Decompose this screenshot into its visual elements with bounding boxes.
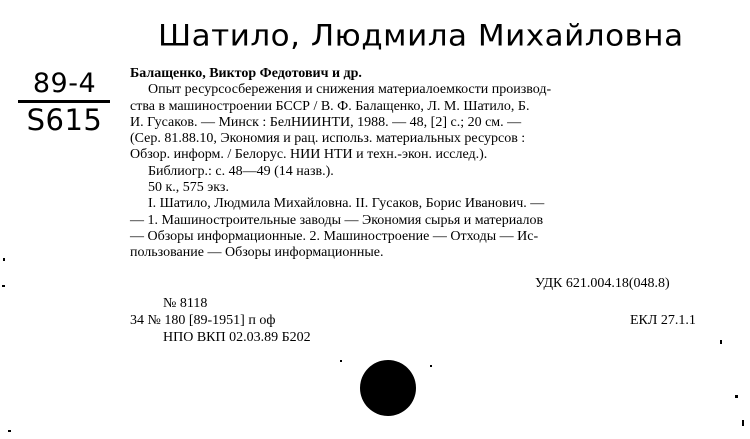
scan-speck <box>340 360 342 362</box>
subject-line: — Обзоры информационные. 2. Машиностроение — Отходы — Ис- <box>130 228 539 244</box>
scan-speck <box>430 365 432 367</box>
bibliographic-record <box>130 66 728 262</box>
npo-line: НПО ВКП 02.03.89 Б202 <box>163 330 311 345</box>
card-number: № 8118 <box>163 296 208 311</box>
shelfmark-bottom: S615 <box>26 103 103 137</box>
author-heading: Балащенко, Виктор Федотович и др. <box>130 66 362 81</box>
subject-line: — 1. Машиностроительные заводы — Экономия сырья и материалов <box>130 212 544 228</box>
description-line: Обзор. информ. / Белорус. НИИ НТИ и техн.-экон. исслед.). <box>130 147 488 163</box>
order-line: 34 № 180 [89-1951] п оф <box>130 313 276 328</box>
scan-speck <box>742 420 744 426</box>
scan-speck <box>2 285 5 287</box>
description-line: Опыт ресурсосбережения и снижения материалоемкости производ- <box>148 82 552 98</box>
scan-speck <box>8 430 11 432</box>
ekl-code: ЕКЛ 27.1.1 <box>630 313 696 328</box>
description-line: ства в машиностроении БССР / В. Ф. Балащенко, Л. М. Шатило, Б. <box>130 98 530 114</box>
scan-speck <box>3 258 5 261</box>
shelfmark-top: 89-4 <box>32 68 97 99</box>
scan-speck <box>720 340 722 344</box>
copies-note: 50 к., 575 экз. <box>148 180 229 196</box>
punch-hole <box>360 360 416 416</box>
udk-code: УДК 621.004.18(048.8) <box>535 276 670 291</box>
handwritten-title: Шатило, Людмила Михайловна <box>158 18 684 54</box>
bibliography-note: Библиогр.: с. 48—49 (14 назв.). <box>148 163 334 179</box>
description-line: (Сер. 81.88.10, Экономия и рац. использ. материальных ресурсов : <box>130 131 526 147</box>
description-line: И. Гусаков. — Минск : БелНИИНТИ, 1988. — 48, [2] с.; 20 см. — <box>130 114 522 130</box>
scan-speck <box>735 395 738 398</box>
subject-line: I. Шатило, Людмила Михайловна. II. Гусаков, Борис Иванович. — <box>148 196 545 212</box>
shelfmark <box>12 70 117 135</box>
subject-line: пользование — Обзоры информационные. <box>130 245 384 261</box>
